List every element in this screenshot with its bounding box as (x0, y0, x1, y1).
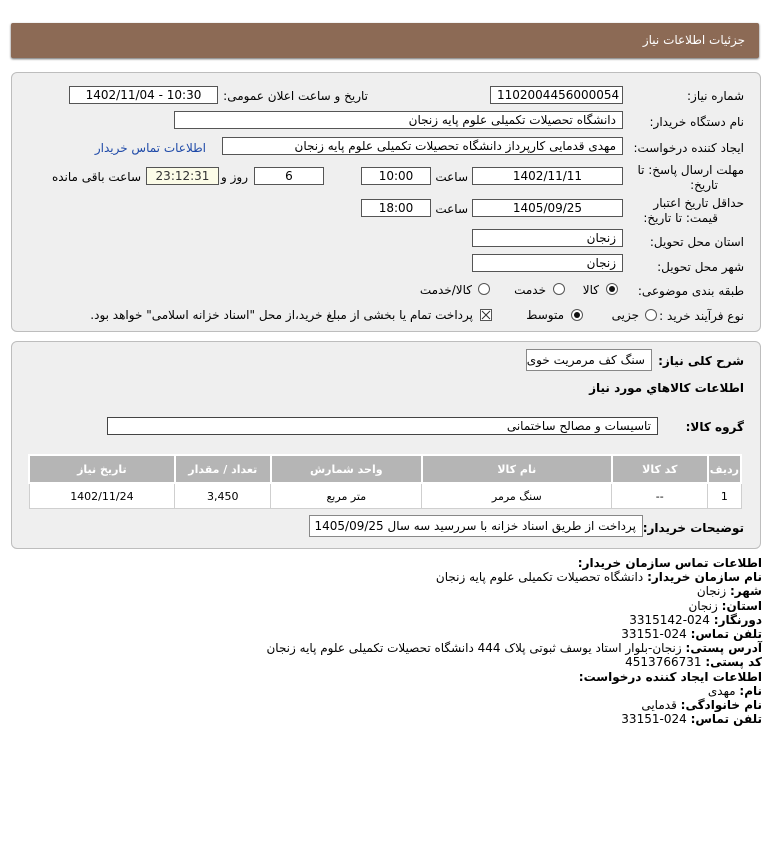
contact-province-label: استان: (721, 598, 762, 613)
process-option-minor: جزیی (611, 308, 639, 322)
creator-field[interactable]: مهدی قدمایی کارپرداز دانشگاه تحصیلات تکمیلی علوم پایه زنجان (222, 137, 623, 155)
notes-label: توضیحات خریدار: (642, 521, 744, 535)
col-row: ردیف (708, 455, 741, 483)
need-number-label: شماره نیاز: (687, 89, 744, 103)
creator-name-label: نام: (739, 683, 762, 698)
cell-unit: متر مربع (271, 483, 422, 509)
creator-phone-label: تلفن تماس: (690, 712, 762, 727)
group-label: گروه کالا: (685, 420, 744, 434)
need-number-field[interactable]: 1102004456000054 (490, 86, 623, 104)
deadline-time-label: ساعت (435, 170, 468, 184)
category-label: طبقه بندی موضوعی: (637, 284, 744, 298)
deadline-label-line2: تاریخ: (690, 178, 718, 192)
category-option-service: خدمت (514, 283, 546, 297)
creator-name: مهدی (707, 683, 736, 698)
contact-phone: 024-33151 (621, 627, 687, 642)
contact-fax: 024-3315142 (629, 612, 710, 627)
category-radio-goods[interactable] (606, 283, 618, 295)
creator-label: ایجاد کننده درخواست: (633, 141, 744, 155)
process-label: نوع فرآیند خرید : (659, 309, 744, 323)
contact-phone-label: تلفن تماس: (690, 627, 762, 642)
summary-field[interactable]: سنگ کف مرمریت خوی (526, 349, 652, 371)
cell-date: 1402/11/24 (29, 483, 175, 509)
city-label: شهر محل تحویل: (657, 260, 744, 274)
treasury-checkbox[interactable] (480, 309, 492, 321)
buyer-contact-link[interactable]: اطلاعات تماس خریدار (94, 141, 206, 155)
process-radio-minor[interactable] (645, 309, 657, 321)
notes-field[interactable]: پرداخت از طریق اسناد خزانه با سررسید سه سال 1405/09/25 (309, 515, 643, 537)
deadline-date-field[interactable]: 1402/11/11 (472, 167, 623, 185)
creator-title: اطلاعات ایجاد کننده درخواست: (578, 669, 762, 684)
category-option-goods-service: کالا/خدمت (419, 283, 472, 297)
contact-org-label: نام سازمان خریدار: (647, 570, 762, 585)
province-label: استان محل تحویل: (649, 235, 744, 249)
contact-info (12, 556, 762, 726)
process-radio-medium[interactable] (571, 309, 583, 321)
contact-postal-label: کد پستی: (705, 655, 762, 670)
cell-row: 1 (708, 483, 741, 509)
buyer-org-field[interactable]: دانشگاه تحصیلات تکمیلی علوم پایه زنجان (174, 111, 623, 129)
creator-family-label: نام خانوادگی: (680, 698, 762, 713)
cell-code: -- (612, 483, 708, 509)
creator-phone: 024-33151 (621, 712, 687, 727)
buyer-org-label: نام دستگاه خریدار: (649, 115, 744, 129)
page-header (11, 23, 759, 58)
table-row (29, 483, 741, 509)
city-field[interactable]: زنجان (472, 254, 623, 272)
contact-address: زنجان-بلوار استاد یوسف ثبوتی پلاک 444 دانشگاه تحصیلات تکمیلی علوم پایه زنجان (266, 641, 682, 656)
validity-time-field[interactable]: 18:00 (361, 199, 431, 217)
process-option-medium: متوسط (526, 308, 564, 322)
contact-title: اطلاعات تماس سازمان خریدار: (577, 556, 762, 570)
summary-label: شرح کلی نیاز: (658, 354, 744, 368)
col-unit: واحد شمارش (271, 455, 422, 483)
items-table-header (29, 455, 741, 483)
cell-name: سنگ مرمر (422, 483, 612, 509)
cell-quantity: 3,450 (175, 483, 271, 509)
treasury-text: پرداخت تمام یا بخشی از مبلغ خرید،از محل "اسناد خزانه اسلامی" خواهد بود. (90, 308, 473, 322)
group-field[interactable]: تاسیسات و مصالح ساختمانی (107, 417, 658, 435)
col-quantity: تعداد / مقدار (175, 455, 271, 483)
contact-fax-label: دورنگار: (713, 612, 762, 627)
contact-city-label: شهر: (730, 584, 762, 599)
remaining-label: ساعت باقی مانده (51, 170, 141, 184)
category-radio-service[interactable] (553, 283, 565, 295)
deadline-time-field[interactable]: 10:00 (361, 167, 431, 185)
page-title: جزئیات اطلاعات نیاز (642, 33, 745, 47)
col-name: نام کالا (422, 455, 612, 483)
contact-postal: 4513766731 (625, 655, 702, 670)
announce-label: تاریخ و ساعت اعلان عمومی: (223, 89, 368, 103)
days-label: روز و (221, 170, 248, 184)
contact-address-label: آدرس پستی: (685, 641, 762, 656)
validity-time-label: ساعت (435, 202, 468, 216)
creator-family: قدمایی (641, 698, 677, 713)
goods-title: اطلاعات کالاهاي مورد نياز (589, 381, 744, 395)
col-date: تاریخ نیاز (29, 455, 175, 483)
contact-org: دانشگاه تحصیلات تکمیلی علوم پایه زنجان (435, 570, 644, 585)
announce-field[interactable]: 1402/11/04 - 10:30 (69, 86, 218, 104)
category-radio-goods-service[interactable] (478, 283, 490, 295)
validity-date-field[interactable]: 1405/09/25 (472, 199, 623, 217)
deadline-days-field[interactable]: 6 (254, 167, 324, 185)
category-option-goods: کالا (582, 283, 599, 297)
validity-label-line1: حداقل تاریخ اعتبار (653, 196, 744, 210)
province-field[interactable]: زنجان (472, 229, 623, 247)
validity-label-line2: قیمت: تا تاریخ: (643, 211, 718, 225)
contact-province: زنجان (688, 598, 718, 613)
items-table (28, 454, 742, 509)
deadline-label-line1: مهلت ارسال پاسخ: تا (637, 163, 744, 177)
col-code: کد کالا (612, 455, 708, 483)
remaining-time-field: 23:12:31 (146, 167, 219, 185)
checkbox-cross-icon (481, 310, 491, 320)
contact-city: زنجان (696, 584, 727, 599)
